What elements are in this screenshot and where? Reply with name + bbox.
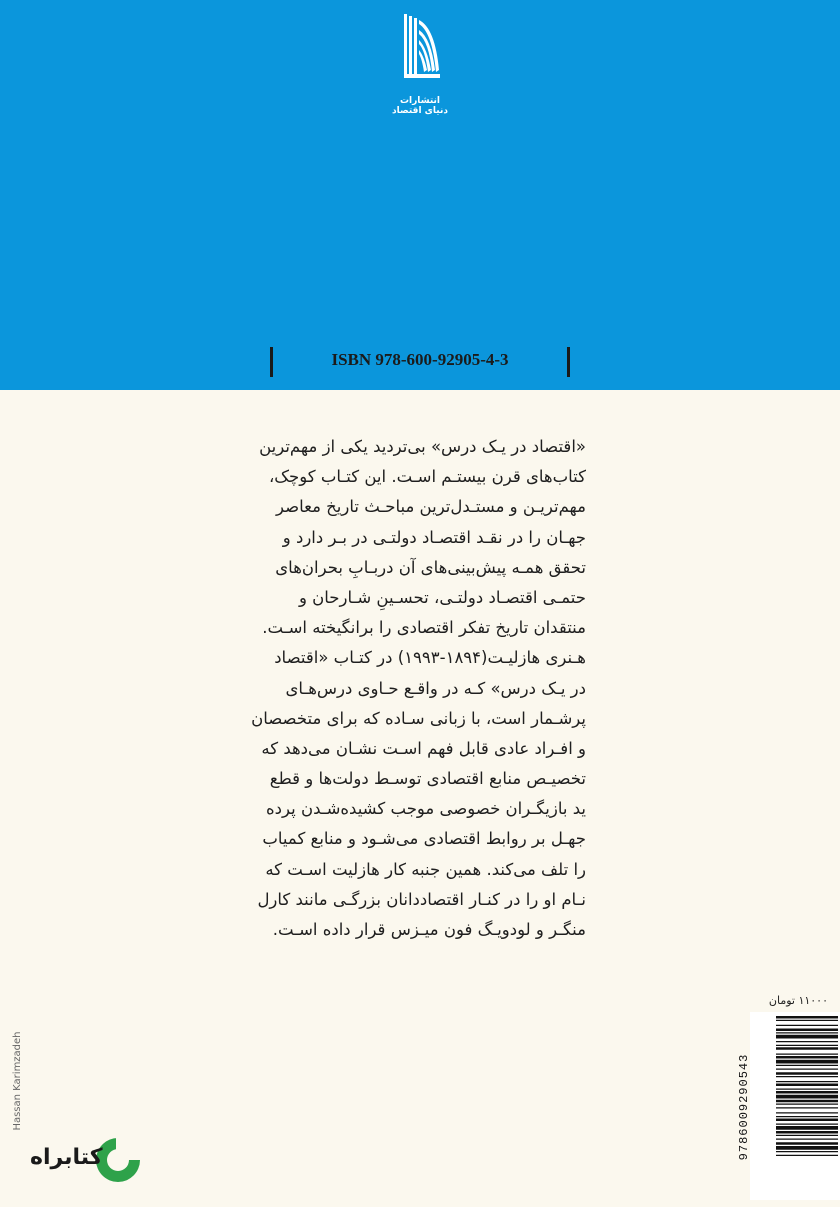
barcode-bar [776, 1056, 838, 1059]
barcode-bar [776, 1025, 838, 1026]
barcode-bar [776, 1032, 838, 1033]
barcode-bar [776, 1072, 838, 1075]
description-line: نـام او را در کنـار اقتصاددانان بزرگـی مانند کارل [257, 889, 586, 909]
barcode-bar [776, 1091, 838, 1094]
barcode-bar [776, 1151, 838, 1152]
book-description [251, 432, 586, 945]
description-line: را تلف می‌کند. همین جنبه کار هازلیت اسـت که [265, 859, 586, 879]
barcode-bar [776, 1112, 838, 1113]
barcode-bar [776, 1100, 838, 1103]
barcode-bar [776, 1089, 838, 1090]
barcode-bar [776, 1047, 838, 1050]
barcode-bar [776, 1060, 838, 1064]
barcode-bar [776, 1084, 838, 1087]
isbn-left-bar [270, 347, 273, 377]
description-line: «اقتصاد در یـک درس» بی‌تردید یکی از مهم‌ترین [259, 437, 586, 456]
description-line: تحقق همـه پیش‌بینی‌های آن دربـابِ بحران‌های [275, 557, 586, 577]
description-line: در یـک درس» کـه در واقـع حـاوی درس‌هـای [285, 678, 586, 698]
description-line: منگـر و لودویـگ فون میـزس قرار داده اسـت. [272, 920, 586, 939]
barcode-bar [776, 1069, 838, 1070]
barcode-bar [776, 1095, 838, 1099]
description-line: پرشـمار است، با زبانی سـاده که برای متخصصان [251, 708, 586, 728]
barcode-bar [776, 1045, 838, 1046]
description-line: هـنری هازلیـت(۱۸۹۴-۱۹۹۳) در کتـاب «اقتصاد [274, 648, 586, 668]
barcode-digits: 9786009290543 [737, 1053, 751, 1161]
barcode-bar [776, 1146, 838, 1150]
description-line: حتمـی اقتصـاد دولتـی، تحسـینِ شـارحان و [298, 587, 586, 607]
description-line: منتقدان تاریخ تفکر اقتصادی را برانگیخته اسـت. [262, 618, 586, 638]
publisher-name-line1: انتشارات [400, 96, 440, 106]
barcode-bar [776, 1020, 838, 1021]
price-label: ۱۱۰۰۰ تومان [768, 994, 828, 1007]
cover-top-band [0, 0, 840, 390]
publisher-name-line2: دنیای اقتصاد [392, 106, 448, 116]
description-line: و افـراد عادی قابل فهم اسـت نشـان می‌دهد که [261, 738, 586, 758]
barcode-bar [776, 1131, 838, 1134]
barcode-bar [776, 1054, 838, 1055]
description-line: تخصیـص منابع اقتصادی توسـط دولت‌ها و قطع [269, 769, 586, 789]
barcode-bar [776, 1126, 838, 1130]
barcode-bar [776, 1119, 838, 1122]
barcode-bar [776, 1029, 838, 1032]
designer-credit: Hassan Karimzadeh [12, 1031, 23, 1131]
barcode-bar [776, 1035, 838, 1039]
barcode-bar [776, 1124, 838, 1125]
description-line: جهـان را در نقـد اقتصـاد دولتـی در بـر دارد و [282, 527, 586, 547]
barcode-bar [776, 1139, 838, 1140]
ketabrah-brand-text: کتابراه [30, 1145, 103, 1170]
barcode-bar [776, 1155, 838, 1156]
barcode-bar [776, 1041, 838, 1042]
description-line: مهم‌تریـن و مستـدل‌ترین مباحـث تاریخ معاصر [275, 497, 586, 517]
barcode-bar [776, 1065, 838, 1066]
isbn-barcode [750, 1012, 840, 1200]
description-line: کتاب‌های قرن بیستـم اسـت. این کتـاب کوچک، [268, 467, 586, 487]
barcode-bar [776, 1116, 838, 1117]
barcode-bar [776, 1135, 838, 1136]
isbn-right-bar [567, 347, 570, 377]
barcode-bar [776, 1076, 838, 1077]
barcode-bar [776, 1107, 838, 1108]
barcode-bar [776, 1104, 838, 1105]
isbn-number: ISBN 978-600-92905-4-3 [331, 350, 509, 369]
barcode-bar [776, 1142, 838, 1145]
barcode-bar [776, 1016, 838, 1019]
barcode-background [750, 1012, 840, 1200]
barcode-bar [776, 1081, 838, 1082]
description-line: ید بازیگـران خصوصی موجب کشیده‌شـدن پرده [266, 799, 586, 819]
description-line: جهـل بر روابط اقتصادی می‌شـود و منابع کمیاب [262, 829, 586, 849]
